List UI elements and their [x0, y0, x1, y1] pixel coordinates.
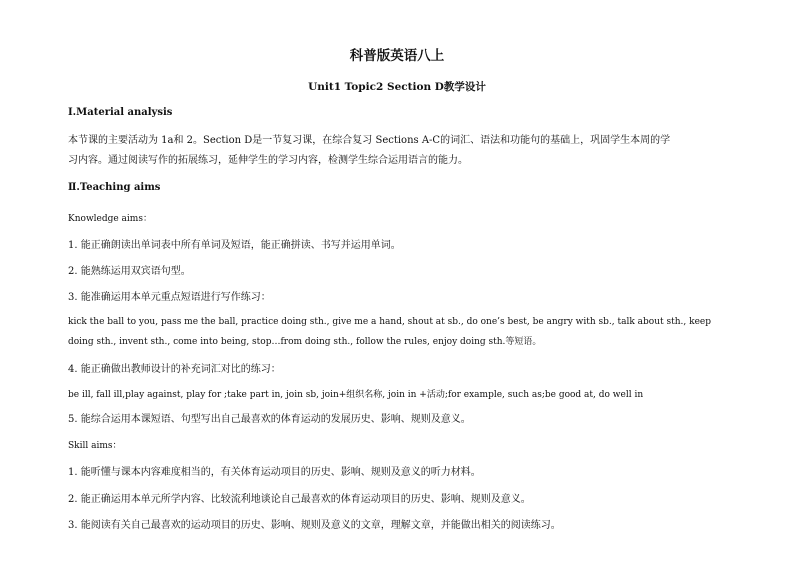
- skill-aim-3: 3. 能阅读有关自己最喜欢的运动项目的历史、影响、规则及意义的文章，理解文章，并能做出相关的阅读练习。: [68, 520, 561, 531]
- skill-aim-2: 2. 能正确运用本单元所学内容、比较流利地谈论自己最喜欢的体育运动项目的历史、影响、规则及意义。: [68, 494, 531, 505]
- paragraph-line: 习内容。通过阅读写作的拓展练习，延伸学生的学习内容，检测学生综合运用语言的能力。: [68, 155, 468, 166]
- document-title: 科普版英语八上: [349, 48, 445, 64]
- contrast-line: be ill, fall ill,play against, play for ;take part in, join sb, join+组织名称, join in +活动;for example, such as;be good at, do well in: [68, 390, 644, 400]
- knowledge-aim-2: 2. 能熟练运用双宾语句型。: [68, 266, 191, 277]
- knowledge-aim-5: 5. 能综合运用本课短语、句型写出自己最喜欢的体育运动的发展历史、影响、规则及意义。: [68, 414, 471, 425]
- knowledge-aims-label: Knowledge aims：: [68, 214, 152, 224]
- knowledge-aim-1: 1. 能正确朗读出单词表中所有单词及短语，能正确拼读、书写并运用单词。: [68, 240, 401, 251]
- section-heading-material-analysis: Ⅰ.Material analysis: [68, 107, 173, 118]
- document-subtitle: Unit1 Topic2 Section D教学设计: [308, 81, 486, 93]
- knowledge-aim-4: 4. 能正确做出教师设计的补充词汇对比的练习：: [68, 364, 281, 375]
- skill-aim-1: 1. 能听懂与课本内容难度相当的，有关体育运动项目的历史、影响、规则及意义的听力材料。: [68, 467, 481, 478]
- knowledge-aim-3: 3. 能准确运用本单元重点短语进行写作练习：: [68, 292, 271, 303]
- phrases-line: kick the ball to you, pass me the ball, practice doing sth., give me a hand, shout at sb., do one’s best, be angry with sb., talk about sth., keep: [68, 317, 711, 327]
- section-heading-teaching-aims: Ⅱ.Teaching aims: [68, 182, 161, 193]
- paragraph-line: 本节课的主要活动为 1a和 2。Section D是一节复习课，在综合复习 Sections A-C的词汇、语法和功能句的基础上，巩固学生本周的学: [68, 135, 671, 146]
- phrases-line: doing sth., invent sth., come into being, stop…from doing sth., follow the rules, enjoy doing sth.等短语。: [68, 337, 542, 347]
- skill-aims-label: Skill aims：: [68, 441, 122, 451]
